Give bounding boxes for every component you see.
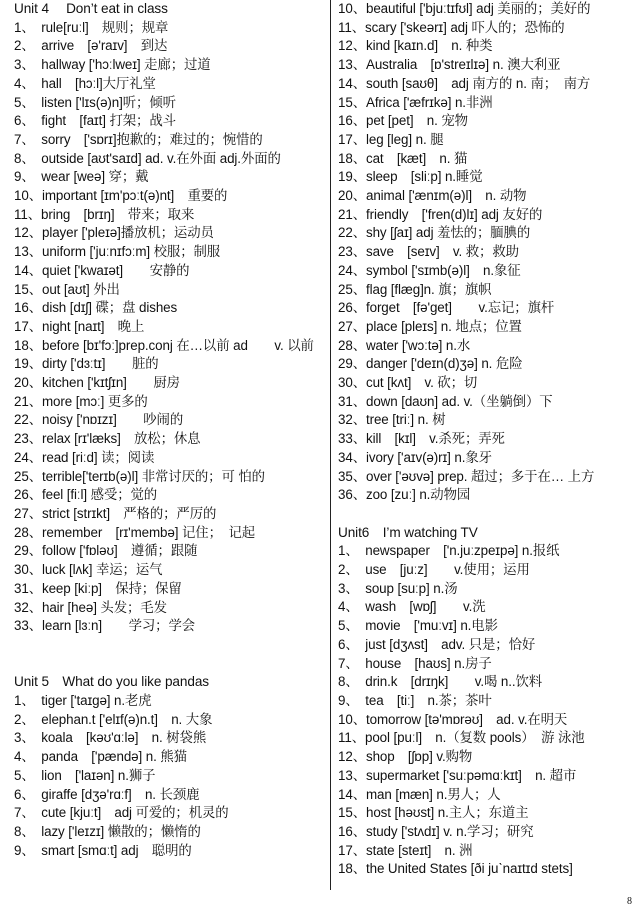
vocab-entry: 20、kitchen ['kɪtʃɪn] 厨房: [14, 375, 180, 391]
vocab-entry: 1、 tiger ['taɪgə] n.老虎: [14, 693, 152, 708]
vocab-entry: 26、feel [fiːl] 感受；觉的: [14, 487, 158, 503]
vocab-entry: 22、noisy ['nɒɪzɪ] 吵闹的: [14, 412, 184, 428]
vocab-entry: 15、Africa ['æfrɪkə] n.非洲: [338, 94, 493, 110]
section-gap: [338, 505, 634, 524]
unit5-word-list: [14, 692, 324, 860]
vocab-entry: 31、down [daʊn] ad. v.（坐躺倒）下: [338, 393, 553, 409]
vocab-entry: 16、pet [pet] n. 宠物: [338, 113, 468, 129]
vocab-entry: 25、flag [flæg]n. 旗；旗帜: [338, 281, 492, 297]
vocab-entry: 15、host [həʊst] n.主人；东道主: [338, 805, 529, 821]
vocab-entry: 35、over ['əʊvə] prep. 超过；多于在… 上方: [338, 468, 595, 484]
vocab-entry: 2、 arrive [ə'raɪv] 到达: [14, 38, 168, 54]
vocab-entry: 24、symbol ['sɪmb(ə)l] n.象征: [338, 262, 521, 278]
vocab-entry: 19、dirty ['dɜːtɪ] 脏的: [14, 356, 159, 372]
vocab-entry: 21、more [mɔː] 更多的: [14, 393, 148, 409]
page-number: 8: [627, 896, 632, 907]
vocab-entry: 1、 newspaper ['n.juːzpeɪpə] n.报纸: [338, 543, 560, 559]
vocab-entry: 9、 smart [smɑːt] adj 聪明的: [14, 842, 192, 858]
vocab-entry: 6、 giraffe [dʒə'rɑːf] n. 长颈鹿: [14, 786, 200, 802]
vocab-entry: 18、the United States [ði juˋnaɪtɪd stets]: [338, 861, 573, 877]
vocab-entry: 4、 wash [wɒʃ] v.洗: [338, 599, 486, 615]
vocab-entry: 10、beautiful ['bjuːtɪfʊl] adj 美丽的；美好的: [338, 1, 591, 16]
vocab-entry: 8、 lazy ['leɪzɪ] 懒散的；懒惰的: [14, 823, 201, 839]
left-column: [14, 0, 324, 860]
vocab-entry: 28、remember [rɪ'membə] 记住； 记起: [14, 524, 256, 540]
vocab-entry: 32、hair [heə] 头发；毛发: [14, 599, 167, 615]
vocab-entry: 13、uniform ['juːnɪfɔːm] 校服；制服: [14, 244, 221, 260]
right-column: [338, 0, 634, 879]
vocab-entry: 5、 listen ['lɪs(ə)n]听；倾听: [14, 94, 176, 110]
unit6-title: Unit6 I’m watching TV: [338, 524, 478, 540]
vocab-entry: 28、water ['wɔːtə] n.水: [338, 337, 471, 353]
vocab-entry: 21、friendly ['fren(d)lɪ] adj 友好的: [338, 206, 543, 222]
vocab-entry: 14、south [saʊθ] adj 南方的 n. 南； 南方: [338, 75, 591, 91]
vocab-entry: 23、save [seɪv] v. 救；救助: [338, 244, 519, 260]
unit6-word-list: [338, 542, 634, 879]
vocab-entry: 3、 soup [suːp] n.汤: [338, 580, 458, 596]
vocab-entry: 24、read [riːd] 读；阅读: [14, 449, 155, 465]
vocab-entry: 13、Australia [ɒ'streɪlɪə] n. 澳大利亚: [338, 57, 561, 73]
unit5-continued-word-list: [338, 0, 634, 505]
vocab-entry: 18、cat [kæt] n. 猫: [338, 150, 468, 166]
vocab-entry: 12、shop [ʃɒp] v.购物: [338, 749, 473, 765]
vocab-entry: 22、shy [ʃaɪ] adj 羞怯的；腼腆的: [338, 225, 531, 241]
vocab-entry: 4、 hall [hɔːl]大厅礼堂: [14, 75, 156, 91]
vocab-entry: 7、 sorry ['sɒrɪ]抱歉的；难过的；惋惜的: [14, 131, 263, 147]
vocab-entry: 3、 koala [kəʊ'ɑːlə] n. 树袋熊: [14, 730, 207, 746]
vocab-entry: 9、 tea [tiː] n.茶；茶叶: [338, 693, 492, 708]
vocab-entry: 18、before [bɪ'fɔː]prep.conj 在…以前 ad v. 以前: [14, 337, 314, 353]
column-divider: [330, 0, 331, 890]
vocab-entry: 33、learn [lɜːn] 学习；学会: [14, 618, 196, 634]
vocab-entry: 14、man [mæn] n.男人；人: [338, 786, 501, 802]
vocab-entry: 31、keep [kiːp] 保持；保留: [14, 580, 182, 596]
vocab-entry: 27、strict [strɪkt] 严格的；严厉的: [14, 505, 217, 521]
vocab-entry: 2、 elephan.t ['elɪf(ə)n.t] n. 大象: [14, 711, 213, 727]
vocab-entry: 29、danger ['deɪn(d)ʒə] n. 危险: [338, 356, 523, 372]
unit5-title: Unit 5 What do you like pandas: [14, 674, 209, 690]
vocab-entry: 3、 hallway ['hɔːlweɪ] 走廊；过道: [14, 57, 211, 73]
section-gap: [14, 636, 324, 673]
vocab-entry: 12、player ['pleɪə]播放机；运动员: [14, 225, 214, 241]
vocab-entry: 1、 rule[ruːl] 规则；规章: [14, 19, 169, 35]
vocab-entry: 15、out [aʊt] 外出: [14, 281, 120, 297]
vocab-entry: 33、kill [kɪl] v.杀死；弄死: [338, 431, 505, 447]
vocab-entry: 30、luck [lʌk] 幸运；运气: [14, 562, 163, 578]
vocab-entry: 36、zoo [zuː] n.动物园: [338, 487, 471, 503]
vocab-entry: 34、ivory ['aɪv(ə)rɪ] n.象牙: [338, 449, 492, 465]
vocab-entry: 26、forget [fə'get] v.忘记；旗杆: [338, 300, 555, 316]
vocab-entry: 2、 use [juːz] v.使用；运用: [338, 562, 530, 578]
vocab-entry: 8、 outside [aʊt'saɪd] ad. v.在外面 adj.外面的: [14, 150, 281, 166]
vocab-entry: 13、supermarket ['suːpəmɑːkɪt] n. 超市: [338, 767, 577, 783]
vocab-entry: 20、animal ['ænɪm(ə)l] n. 动物: [338, 188, 527, 204]
vocab-entry: 32、tree [triː] n. 树: [338, 412, 446, 428]
vocab-entry: 17、leg [leg] n. 腿: [338, 131, 444, 147]
vocab-entry: 27、place [pleɪs] n. 地点；位置: [338, 318, 522, 334]
vocab-entry: 8、 drin.k [drɪŋk] v.喝 n..饮料: [338, 674, 543, 690]
vocab-entry: 10、important [ɪm'pɔːt(ə)nt] 重要的: [14, 188, 228, 204]
vocab-entry: 11、scary ['skeərɪ] adj 吓人的；恐怖的: [338, 19, 565, 35]
unit4-title: Unit 4 Don’t eat in class: [14, 1, 168, 16]
vocab-entry: 30、cut [kʌt] v. 砍；切: [338, 375, 478, 391]
vocab-entry: 25、terrible['terɪb(ə)l] 非常讨厌的；可 怕的: [14, 468, 265, 484]
vocab-entry: 11、pool [puːl] n.（复数 pools） 游 泳池: [338, 730, 585, 746]
vocab-entry: 7、 house [haʊs] n.房子: [338, 655, 492, 671]
vocab-entry: 7、 cute [kjuːt] adj 可爱的；机灵的: [14, 805, 229, 821]
vocab-entry: 5、 movie ['muːvɪ] n.电影: [338, 618, 498, 634]
vocab-entry: 4、 panda ['pændə] n. 熊猫: [14, 749, 187, 765]
vocab-entry: 17、night [naɪt] 晚上: [14, 318, 145, 334]
unit4-word-list: [14, 19, 324, 636]
vocab-entry: 17、state [steɪt] n. 洲: [338, 842, 473, 858]
vocab-entry: 29、follow ['fɒləʊ] 遵循；跟随: [14, 543, 198, 559]
vocab-entry: 10、tomorrow [tə'mɒrəʊ] ad. v.在明天: [338, 711, 568, 727]
vocab-entry: 5、 lion ['laɪən] n.狮子: [14, 767, 156, 783]
vocab-entry: 16、study ['stʌdɪ] v. n.学习；研究: [338, 823, 534, 839]
vocab-entry: 16、dish [dɪʃ] 碟；盘 dishes: [14, 300, 178, 316]
vocab-entry: 23、relax [rɪ'læks] 放松；休息: [14, 431, 201, 447]
vocab-entry: 6、 fight [faɪt] 打架；战斗: [14, 113, 176, 129]
vocab-entry: 11、bring [brɪŋ] 带来；取来: [14, 206, 195, 222]
vocab-entry: 9、 wear [weə] 穿；戴: [14, 169, 149, 185]
vocab-entry: 19、sleep [sliːp] n.睡觉: [338, 169, 483, 185]
vocab-entry: 14、quiet ['kwaɪət] 安静的: [14, 262, 190, 278]
vocab-entry: 12、kind [kaɪn.d] n. 种类: [338, 38, 493, 54]
vocab-entry: 6、 just [dʒʌst] adv. 只是；恰好: [338, 636, 536, 652]
